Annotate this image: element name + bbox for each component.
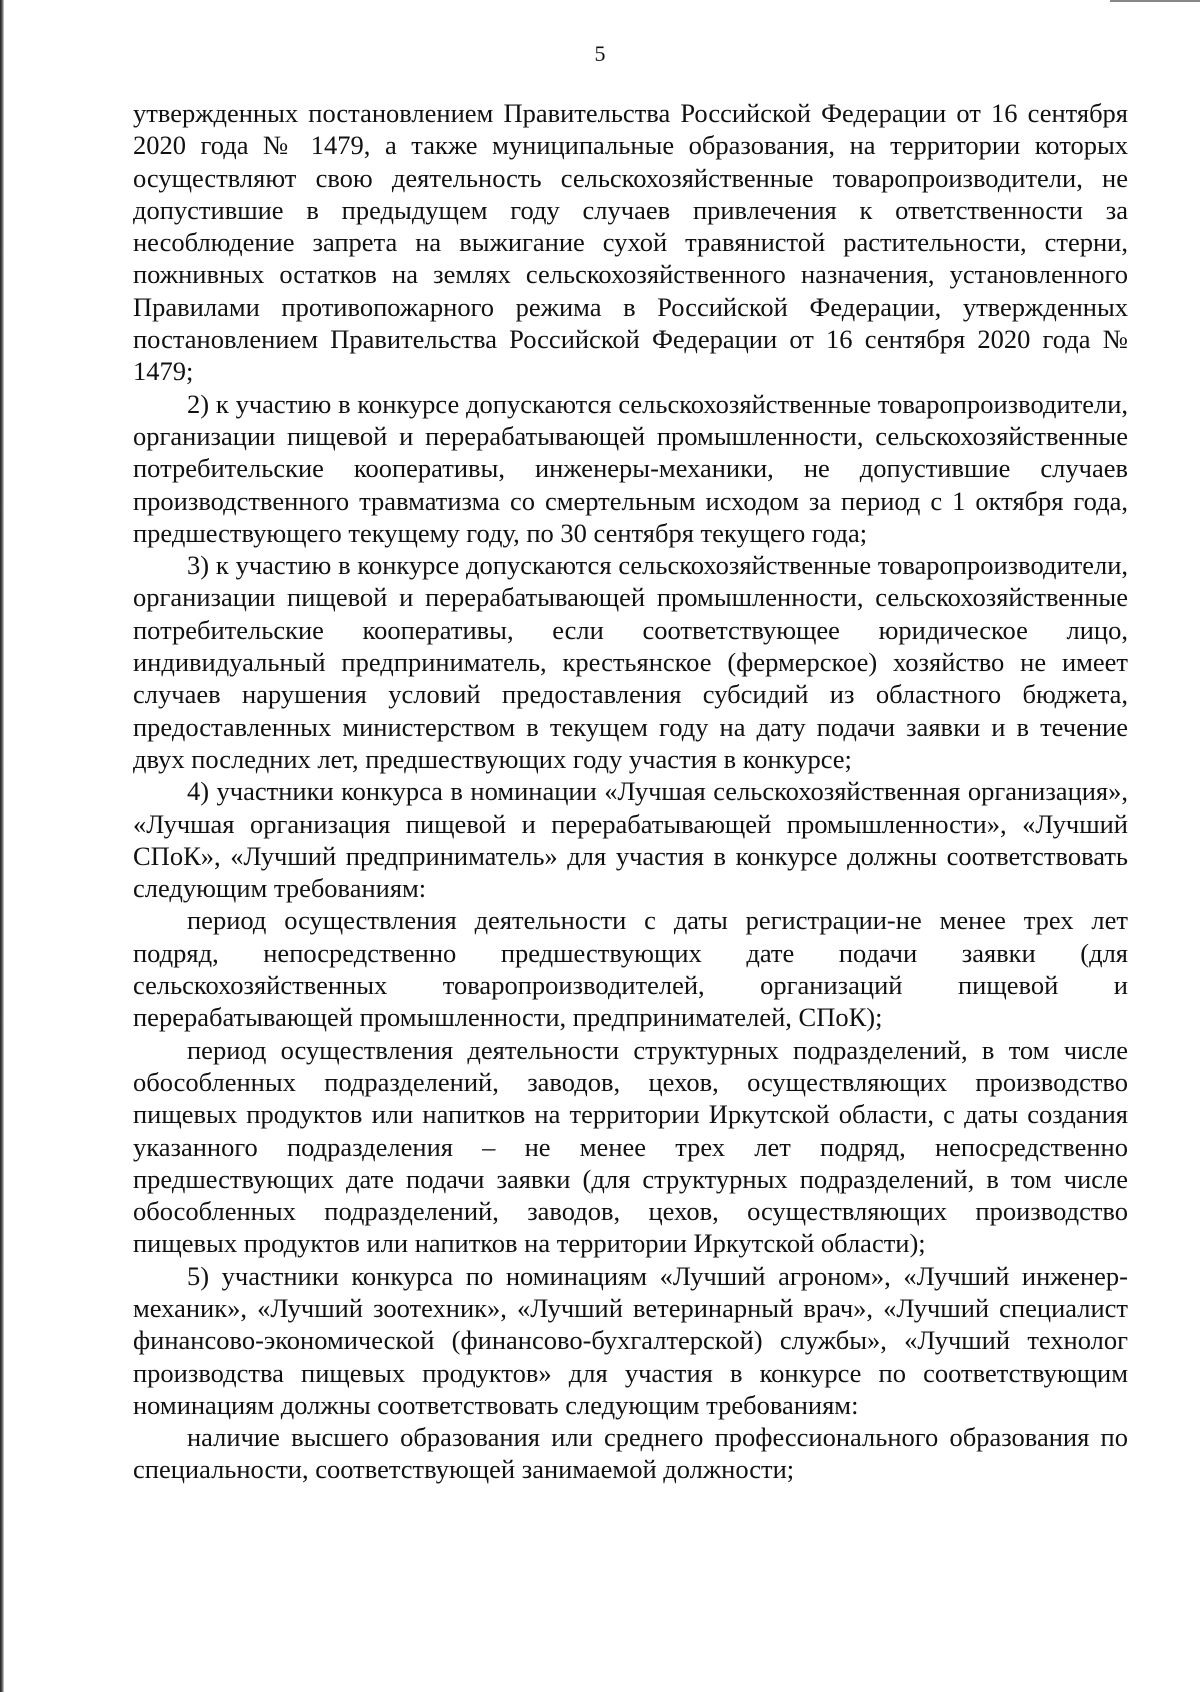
paragraph-continuation: утвержденных постановлением Правительства Российской Федерации от 16 сентября 2020 года № 1479, а также муниципальные образования, на территории которых осуществляют свою деятельность сельскохозяйственные товаропроизводители, не допустившие в предыдущем году случаев привлечения к ответственности за несоблюдение запрета на выжигание сухой травянистой растительности, стерни, пожнивных остатков на землях сельскохозяйственного назначения, установленного Правилами противопожарного режима в Российской Федерации, утвержденных постановлением Правительства Российской Федерации от 16 сентября 2020 года № 1479;: [133, 98, 1128, 387]
paragraph-requirement-registration: период осуществления деятельности с даты регистрации-не менее трех лет подряд, непосредственно предшествующих дате подачи заявки (для сельскохозяйственных товаропроизводителей, организаций пищевой и перерабатывающей промышленности, предпринимателей, СПоК);: [133, 905, 1128, 1033]
scan-left-edge: [0, 0, 4, 1692]
page-number: 5: [594, 41, 606, 66]
paragraph-item-2: 2) к участию в конкурсе допускаются сельскохозяйственные товаропроизводители, организации пищевой и перерабатывающей промышленности, сельскохозяйственные потребительские кооперативы, инженеры-механики, не допустившие случаев производственного травматизма со смертельным исходом за период с 1 октября года, предшествующего текущему году, по 30 сентября текущего года;: [133, 388, 1128, 548]
paragraph-requirement-education: наличие высшего образования или среднего профессионального образования по специальности, соответствующей занимаемой должности;: [133, 1422, 1128, 1485]
paragraph-item-4: 4) участники конкурса в номинации «Лучшая сельскохозяйственная организация», «Лучшая организация пищевой и перерабатывающей промышленности», «Лучший СПоК», «Лучший предприниматель» для участия в конкурсе должны соответствовать следующим требованиям:: [133, 776, 1128, 904]
scan-top-edge: [1110, 0, 1200, 2]
paragraph-item-3: 3) к участию в конкурсе допускаются сельскохозяйственные товаропроизводители, организации пищевой и перерабатывающей промышленности, сельскохозяйственные потребительские кооперативы, если соответствующее юридическое лицо, индивидуальный предприниматель, крестьянское (фермерское) хозяйство не имеет случаев нарушения условий предоставления субсидий из областного бюджета, предоставленных министерством в текущем году на дату подачи заявки и в течение двух последних лет, предшествующих году участия в конкурсе;: [133, 550, 1128, 774]
document-body: [133, 97, 1128, 1486]
paragraph-item-5: 5) участники конкурса по номинациям «Лучший агроном», «Лучший инженер-механик», «Лучший зоотехник», «Лучший ветеринарный врач», «Лучший специалист финансово-экономической (финансово-бухгалтерской) службы», «Лучший технолог производства пищевых продуктов» для участия в конкурсе по соответствующим номинациям должны соответствовать следующим требованиям:: [133, 1260, 1128, 1420]
paragraph-requirement-subdivisions: период осуществления деятельности структурных подразделений, в том числе обособленных подразделений, заводов, цехов, осуществляющих производство пищевых продуктов или напитков на территории Иркутской области, с даты создания указанного подразделения – не менее трех лет подряд, непосредственно предшествующих дате подачи заявки (для структурных подразделений, в том числе обособленных подразделений, заводов, цехов, осуществляющих производство пищевых продуктов или напитков на территории Иркутской области);: [133, 1034, 1128, 1259]
